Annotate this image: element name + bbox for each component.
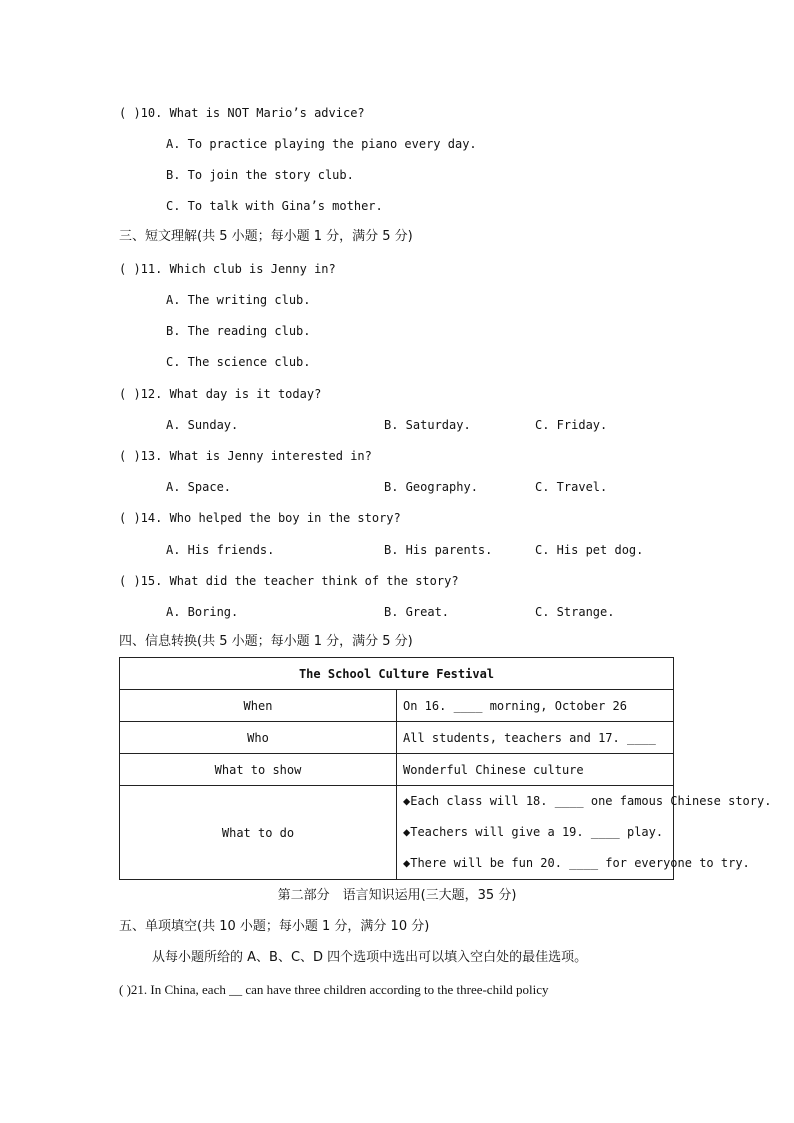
q12-option-b: B. Saturday. <box>384 418 471 432</box>
table-row <box>120 754 674 786</box>
table-row <box>120 722 674 754</box>
q15-option-b: B. Great. <box>384 605 450 619</box>
row-label-what-to-do: What to do <box>120 786 397 880</box>
what-to-do-item-2: ◆Teachers will give a 19. ____ play. <box>403 825 664 839</box>
q11-option-a: A. The writing club. <box>166 293 311 307</box>
q10-option-c: C. To talk with Gina’s mother. <box>166 199 383 213</box>
q13-option-a: A. Space. <box>166 480 232 494</box>
what-to-do-item-3: ◆There will be fun 20. ____ for everyone to try. <box>403 856 750 870</box>
table-row <box>120 690 674 722</box>
q10-stem: ( )10. What is NOT Mario’s advice? <box>119 106 365 120</box>
q14-stem: ( )14. Who helped the boy in the story? <box>119 511 401 525</box>
section-3-title: 三、短文理解(共 5 小题；每小题 1 分，满分 5 分) <box>119 229 413 244</box>
q13-stem: ( )13. What is Jenny interested in? <box>119 449 372 463</box>
table-row <box>120 786 674 880</box>
info-table <box>119 657 772 880</box>
q11-option-c: C. The science club. <box>166 355 311 369</box>
q21-stem: ( )21. In China, each __ can have three children according to the three-child policy <box>119 982 549 997</box>
q15-stem: ( )15. What did the teacher think of the story? <box>119 574 459 588</box>
q12-option-a: A. Sunday. <box>166 418 239 432</box>
row-label-what-to-show: What to show <box>120 754 397 786</box>
row-label-who: Who <box>120 722 397 754</box>
row-label-when: When <box>120 690 397 722</box>
q13-option-c: C. Travel. <box>535 480 608 494</box>
row-value-when: On 16. ____ morning, October 26 <box>397 690 674 722</box>
q10-option-a: A. To practice playing the piano every day. <box>166 137 477 151</box>
row-value-who: All students, teachers and 17. ____ <box>397 722 674 754</box>
q12-option-c: C. Friday. <box>535 418 608 432</box>
q11-stem: ( )11. Which club is Jenny in? <box>119 262 336 276</box>
row-value-what-to-show: Wonderful Chinese culture <box>397 754 674 786</box>
section-5-instruction: 从每小题所给的 A、B、C、D 四个选项中选出可以填入空白处的最佳选项。 <box>152 950 588 965</box>
section-4-title: 四、信息转换(共 5 小题；每小题 1 分，满分 5 分) <box>119 634 413 649</box>
q10-option-b: B. To join the story club. <box>166 168 354 182</box>
table-title: The School Culture Festival <box>120 658 674 690</box>
row-value-what-to-do <box>397 786 772 880</box>
q14-option-a: A. His friends. <box>166 543 275 557</box>
q12-stem: ( )12. What day is it today? <box>119 387 322 401</box>
part-2-title: 第二部分 语言知识运用(三大题，35 分) <box>277 888 517 903</box>
what-to-do-item-1: ◆Each class will 18. ____ one famous Chinese story. <box>403 794 772 808</box>
q14-option-c: C. His pet dog. <box>535 543 644 557</box>
q13-option-b: B. Geography. <box>384 480 478 494</box>
section-5-title: 五、单项填空(共 10 小题；每小题 1 分，满分 10 分) <box>119 919 430 934</box>
q15-option-c: C. Strange. <box>535 605 615 619</box>
q11-option-b: B. The reading club. <box>166 324 311 338</box>
q14-option-b: B. His parents. <box>384 543 493 557</box>
q15-option-a: A. Boring. <box>166 605 239 619</box>
